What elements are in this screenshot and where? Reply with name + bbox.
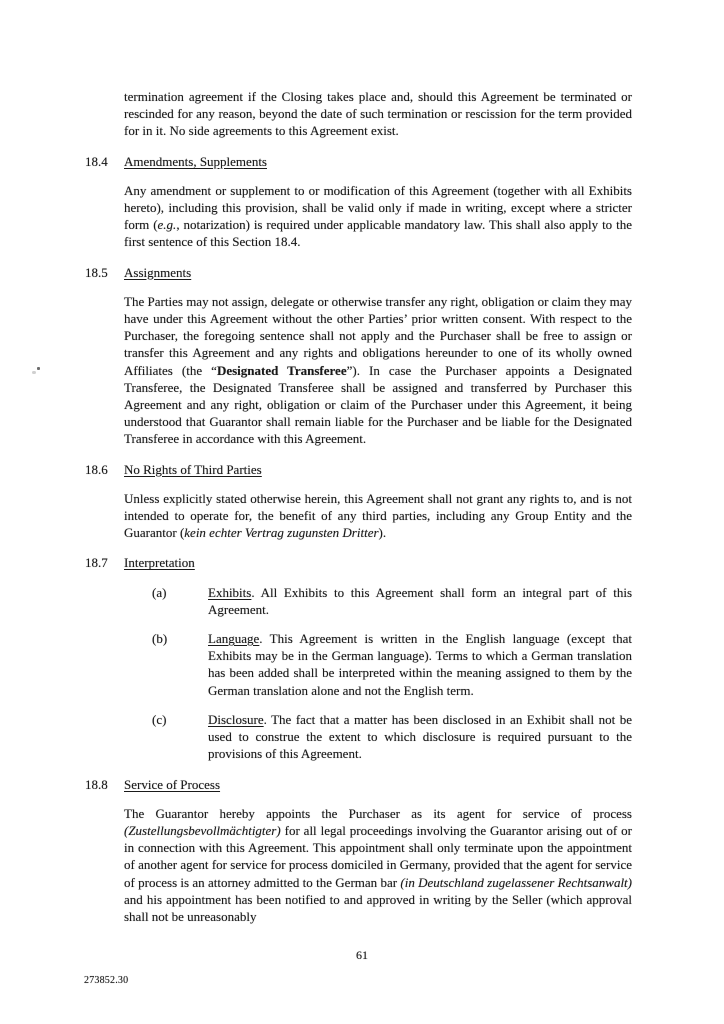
defined-term: Designated Transferee bbox=[216, 362, 347, 378]
section-heading-18-7 bbox=[85, 554, 632, 571]
section-title: Assignments bbox=[124, 264, 192, 280]
paragraph-text: . All Exhibits to this Agreement shall form an integral part of this Agreement. bbox=[208, 584, 632, 617]
section-number: 18.7 bbox=[85, 555, 108, 571]
paragraph-18-8 bbox=[124, 805, 632, 925]
paragraph-text: for all legal proceedings involving the Guarantor arising out of or in connection with this Agreement. This appointment shall only terminate upon the appointment of another agent for service for process domiciled in Germany, provided that the agent for service of process is an attorney admitted to the German bar bbox=[124, 822, 632, 890]
section-number: 18.8 bbox=[85, 776, 108, 792]
subitem-c bbox=[152, 711, 632, 763]
subitem-label: (c) bbox=[152, 711, 167, 727]
subitem-label: (a) bbox=[152, 584, 167, 600]
section-title: Interpretation bbox=[124, 555, 195, 571]
paragraph-text: Any amendment or supplement to or modification of this Agreement (together with all Exhibits hereto), including this provision, shall be valid only if made in writing, except where a stricter form ( bbox=[124, 182, 632, 233]
subitem-text bbox=[208, 711, 632, 763]
subitem-term: Exhibits bbox=[208, 584, 252, 600]
section-number: 18.5 bbox=[85, 264, 108, 280]
section-title: No Rights of Third Parties bbox=[124, 461, 262, 477]
section-number: 18.4 bbox=[85, 153, 108, 169]
section-heading-18-5 bbox=[85, 264, 632, 281]
section-title: Service of Process bbox=[124, 776, 221, 792]
scan-smudge bbox=[37, 367, 40, 370]
paragraph-text: and his appointment has been notified to and approved in writing by the Seller (which approval shall not be unreasonably bbox=[124, 891, 632, 924]
paragraph-text: . This Agreement is written in the English language (except that Exhibits may be in the German language). Terms to which a German translation has been added shall be interpreted within the meaning assigned to them by the German translation alone and not the English term. bbox=[208, 631, 632, 698]
paragraph-text: ”). In case the Purchaser appoints a Designated Transferee, the Designated Transferee shall be assigned and transferred by Purchaser this Agreement and any right, obligation or claim of the Purchaser under this Agreement, it being understood that Guarantor shall remain liable for the Purchaser and be liable for the Designated Transferee in accordance with this Agreement. bbox=[124, 362, 632, 447]
german-phrase: (in Deutschland zugelassener Rechtsanwalt) bbox=[400, 874, 632, 890]
paragraph-text: The Guarantor hereby appoints the Purchaser as its agent for service of process bbox=[124, 805, 632, 821]
paragraph-text: The Parties may not assign, delegate or otherwise transfer any right, obligation or claim they may have under this Agreement without the other Parties’ prior written consent. With respect to the Purchaser, the foregoing sentence shall not apply and the Purchaser shall be free to assign or transfer this Agreement and any rights and obligations hereunder to one of its wholly owned Affiliates (the “ bbox=[124, 293, 632, 378]
section-heading-18-6 bbox=[85, 461, 632, 478]
paragraph-text: Unless explicitly stated otherwise herein, this Agreement shall not grant any rights to, and is not intended to operate for, the benefit of any third parties, including any Group Entity and the Guarantor ( bbox=[124, 490, 632, 541]
section-title: Amendments, Supplements bbox=[124, 153, 267, 169]
subitem-a bbox=[152, 584, 632, 618]
paragraph-text: , notarization) is required under applicable mandatory law. This shall also apply to the first sentence of this Section 18.4. bbox=[124, 217, 632, 250]
german-phrase: kein echter Vertrag zugunsten Dritter bbox=[184, 525, 379, 541]
paragraph-18-4 bbox=[124, 182, 632, 251]
paragraph-18-5 bbox=[124, 293, 632, 448]
document-reference-number: 273852.30 bbox=[84, 975, 129, 986]
paragraph-continuation bbox=[124, 88, 632, 140]
paragraph-18-6 bbox=[124, 490, 632, 542]
paragraph-text: ). bbox=[378, 525, 387, 541]
section-heading-18-4 bbox=[85, 153, 632, 170]
section-heading-18-8 bbox=[85, 776, 632, 793]
paragraph-text: termination agreement if the Closing takes place and, should this Agreement be terminated or rescinded for any reason, beyond the date of such termination or rescission for the term provided for in it. No side agreements to this Agreement exist. bbox=[124, 89, 632, 139]
subitem-label: (b) bbox=[152, 631, 168, 647]
scan-smudge bbox=[32, 371, 36, 374]
subitem-text bbox=[208, 630, 632, 699]
subitem-b bbox=[152, 630, 632, 699]
subitem-text bbox=[208, 584, 632, 618]
section-number: 18.6 bbox=[85, 461, 108, 477]
paragraph-text: . The fact that a matter has been disclosed in an Exhibit shall not be used to construe the extent to which disclosure is required pursuant to the provisions of this Agreement. bbox=[208, 711, 632, 762]
italic-phrase: e.g. bbox=[157, 217, 177, 233]
subitem-term: Disclosure bbox=[208, 711, 264, 727]
german-phrase: (Zustellungsbevollmächtigter) bbox=[124, 822, 281, 838]
subitem-term: Language bbox=[208, 631, 260, 647]
page-number: 61 bbox=[356, 948, 368, 962]
